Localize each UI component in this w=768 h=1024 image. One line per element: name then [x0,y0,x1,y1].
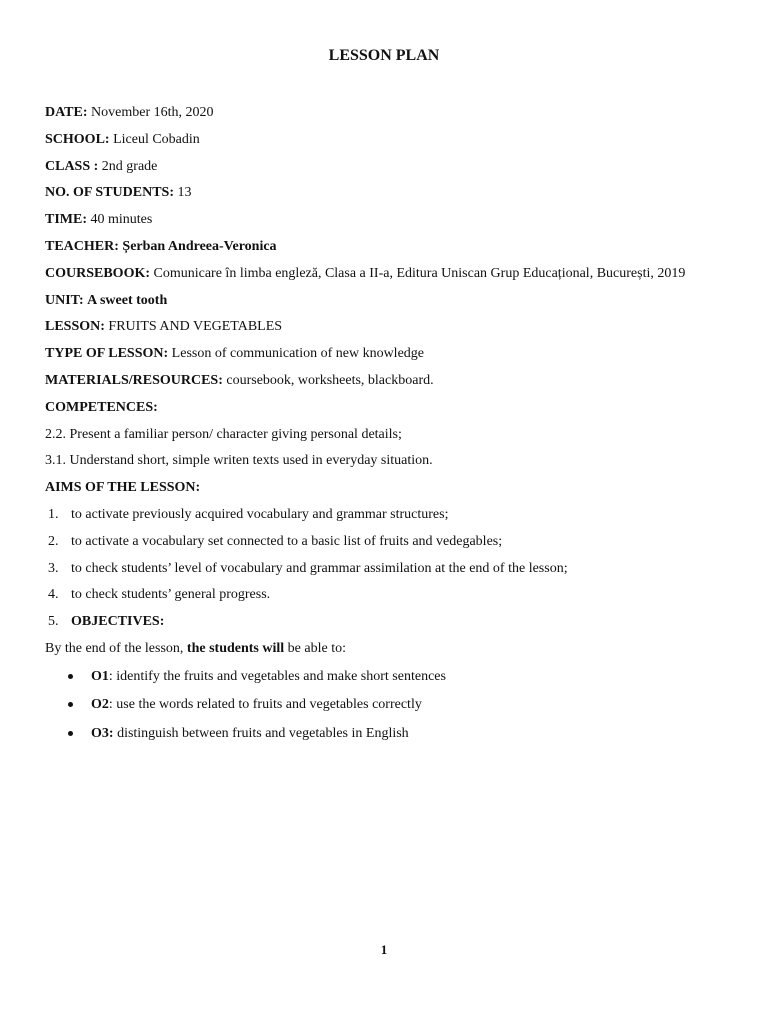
field-label: TEACHER: [45,238,119,254]
field-students [45,180,725,207]
objectives-list [45,663,725,749]
lesson-plan-body [45,100,725,748]
field-label: MATERIALS/RESOURCES: [45,372,223,388]
field-value: November 16th, 2020 [91,105,214,120]
field-value: coursebook, worksheets, blackboard. [226,372,434,388]
objective-text: distinguish between fruits and vegetables in English [113,725,409,741]
field-label: UNIT: [45,292,84,308]
competences-heading: COMPETENCES: [45,399,158,415]
field-value: Șerban Andreea-Veronica [122,238,277,254]
field-label: LESSON: [45,319,105,335]
list-item [45,556,725,583]
field-value: FRUITS AND VEGETABLES [108,319,283,335]
list-number: 4. [48,587,59,603]
bullet-icon [68,731,73,736]
field-value: 40 minutes [90,212,153,228]
field-value: A sweet tooth [87,292,168,308]
page-number: 1 [380,942,388,957]
field-materials [45,368,725,395]
intro-text: be able to: [287,640,346,656]
field-value: Comunicare în limba engleză, Clasa a II-a, Editura Uniscan Grup Educațional, București, 2019 [153,265,686,281]
field-label: TIME: [45,212,87,228]
objective-code: O3: [91,725,114,741]
field-label: DATE: [45,105,88,120]
list-item [45,609,725,636]
field-value: Liceul Cobadin [113,131,200,147]
list-item [45,691,725,720]
field-class [45,154,725,181]
field-lesson [45,314,725,341]
aims-list [45,502,725,636]
field-label: CLASS : [45,158,99,174]
list-text: to activate previously acquired vocabulary and grammar structures; [71,506,449,522]
field-label: COURSEBOOK: [45,265,151,281]
competence-item: 2.2. Present a familiar person/ character giving personal details; [45,426,402,442]
list-item [45,529,725,556]
field-lesson-type [45,341,725,368]
objective-text: : identify the fruits and vegetables and make short sentences [108,668,446,684]
list-item [45,582,725,609]
competence-item: 3.1. Understand short, simple writen texts used in everyday situation. [45,453,433,469]
field-value: 2nd grade [101,158,158,174]
field-label: NO. OF STUDENTS: [45,185,175,201]
list-number: 2. [48,533,59,549]
list-item [45,720,725,749]
objectives-intro [45,636,725,663]
field-time [45,207,725,234]
objective-code: O1 [91,668,109,684]
objective-code: O2 [91,697,109,713]
field-label: SCHOOL: [45,131,110,147]
field-school [45,127,725,154]
field-label: TYPE OF LESSON: [45,346,169,362]
list-text: to activate a vocabulary set connected to a basic list of fruits and vedegables; [71,533,503,549]
document-title: LESSON PLAN [328,47,440,64]
list-number: 3. [48,560,59,576]
field-coursebook [45,261,725,288]
bullet-icon [68,674,73,679]
intro-emphasis: the students will [186,640,285,656]
objective-text: : use the words related to fruits and vegetables correctly [108,697,422,713]
field-unit [45,288,725,315]
list-text: to check students’ general progress. [71,587,271,603]
list-number: 5. [48,614,59,630]
field-teacher [45,234,725,261]
field-value: Lesson of communication of new knowledge [171,346,424,362]
field-value: 13 [177,185,192,201]
intro-text: By the end of the lesson, [45,640,184,656]
list-text: to check students’ level of vocabulary and grammar assimilation at the end of the lesson; [71,560,568,576]
list-item [45,502,725,529]
field-date [45,100,725,127]
aims-heading: AIMS OF THE LESSON: [45,480,201,496]
objectives-heading: OBJECTIVES: [71,614,165,630]
list-number: 1. [48,506,59,522]
list-item [45,663,725,692]
